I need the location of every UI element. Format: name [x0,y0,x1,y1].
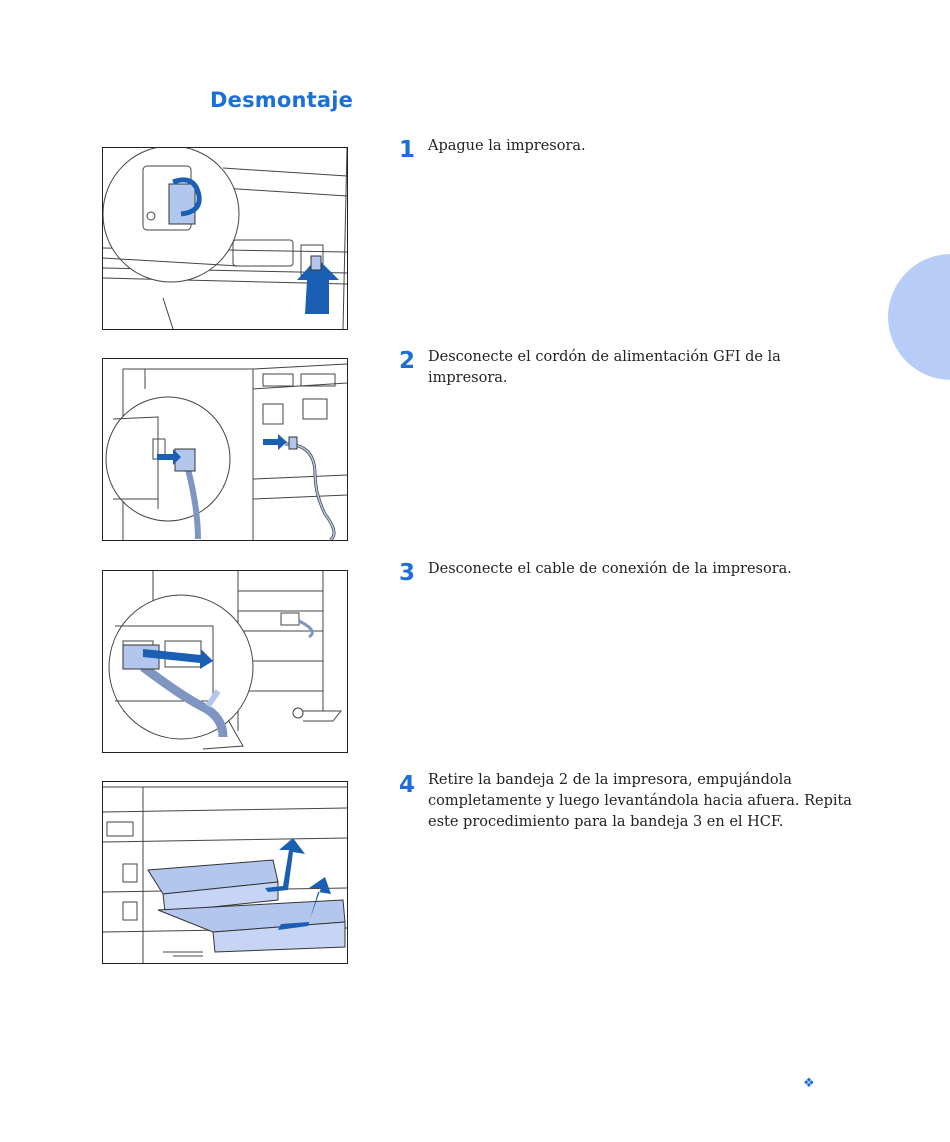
interface-cable-illustration [103,571,347,752]
paper-trays-illustration [103,782,347,963]
figure-power-cord [102,358,348,541]
power-switch-illustration [103,148,347,329]
step-4-text: Retire la bandeja 2 de la impresora, empujándola completamente y luego levantándola hacia afuera. Repita este procedimiento para la bandeja 3 en el HCF. [428,772,852,830]
figure-interface-cable [102,570,348,753]
figure-paper-trays [102,781,348,964]
step-1-text: Apague la impresora. [428,138,586,154]
footer-ornament: ❖ [803,1076,815,1091]
step-1-number: 1 [399,137,416,163]
step-4-number: 4 [399,772,416,798]
page-title: Desmontaje [210,88,354,112]
step-3-text: Desconecte el cable de conexión de la impresora. [428,561,792,577]
section-tab-marker [888,254,950,380]
figure-power-switch [102,147,348,330]
step-2-text: Desconecte el cordón de alimentación GFI de la impresora. [428,349,781,386]
step-3-number: 3 [399,560,416,586]
power-cord-illustration [103,359,347,540]
step-2-number: 2 [399,348,416,374]
